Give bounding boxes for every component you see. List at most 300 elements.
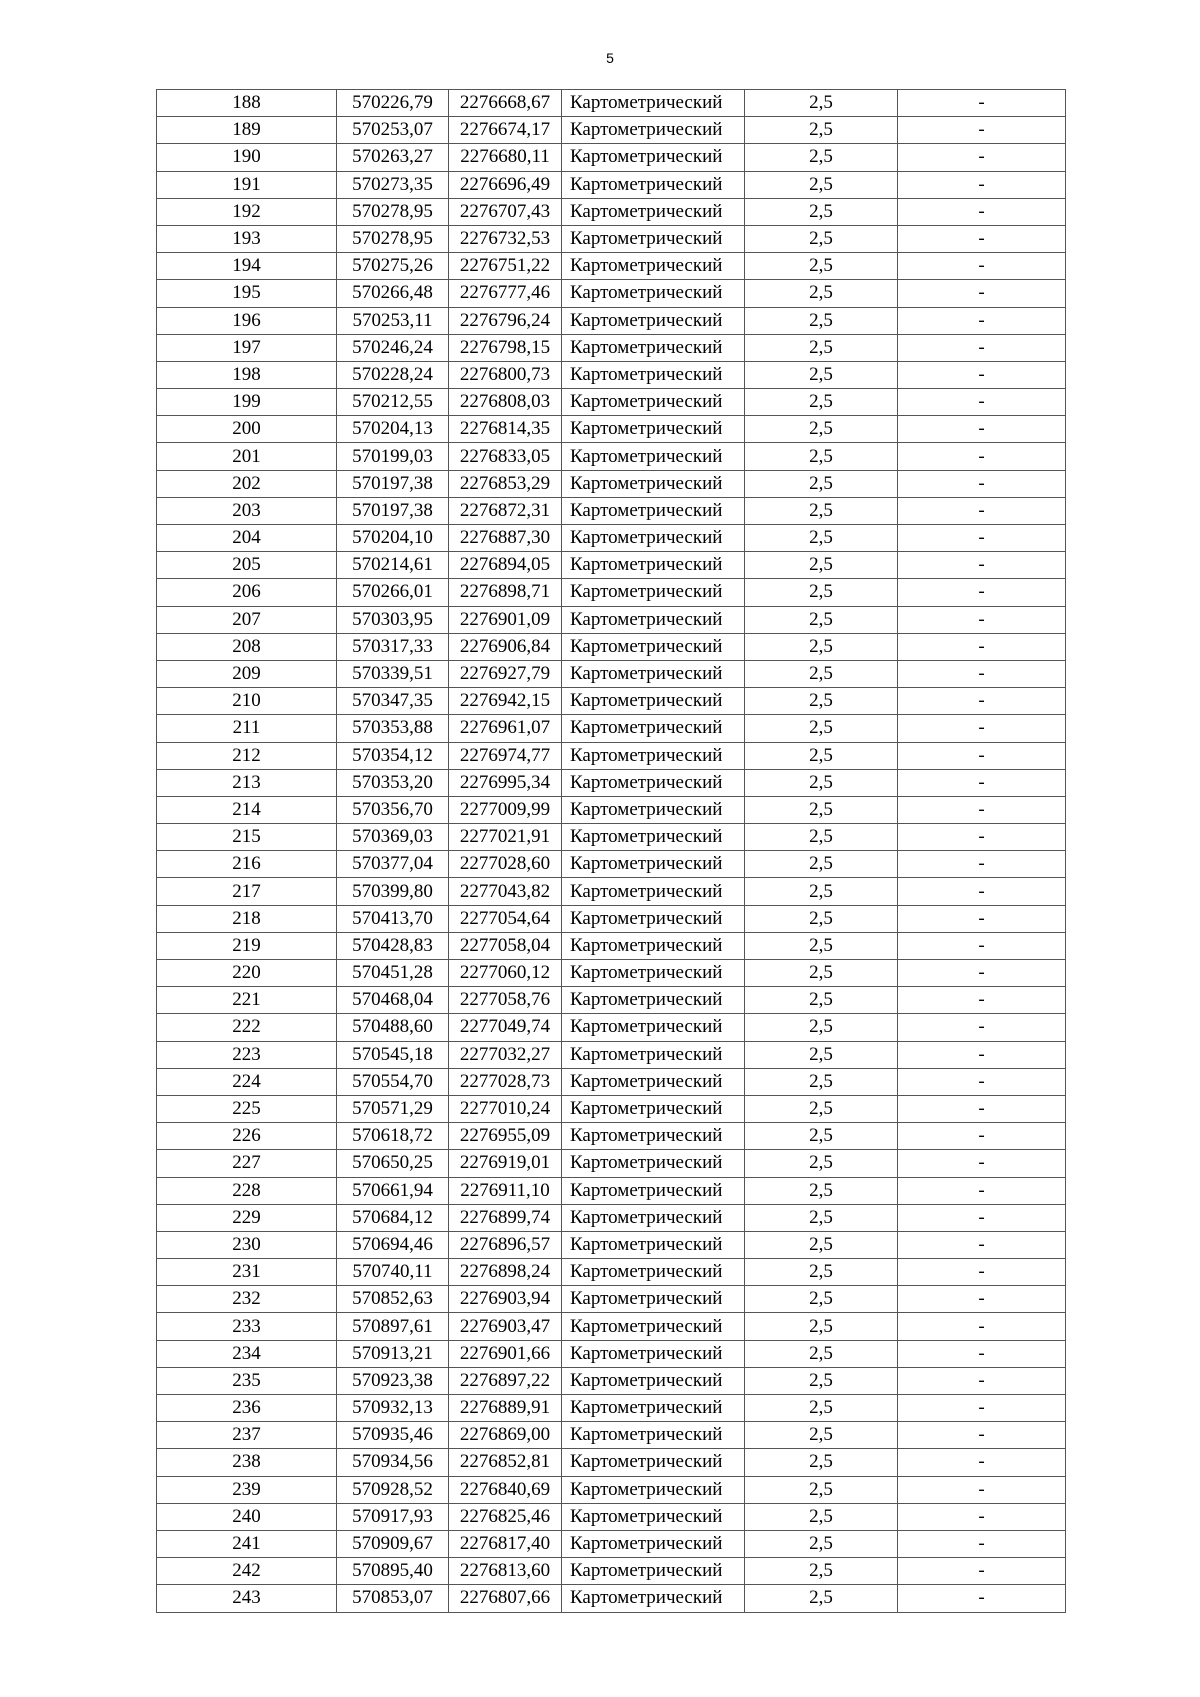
note-cell: - — [898, 987, 1066, 1014]
accuracy-cell: 2,5 — [745, 1259, 898, 1286]
accuracy-cell: 2,5 — [745, 742, 898, 769]
accuracy-cell: 2,5 — [745, 1340, 898, 1367]
point-number-cell: 238 — [157, 1449, 337, 1476]
x-coordinate-cell: 570253,11 — [337, 307, 449, 334]
note-cell: - — [898, 1014, 1066, 1041]
method-cell: Картометрический — [562, 470, 745, 497]
note-cell: - — [898, 715, 1066, 742]
method-cell: Картометрический — [562, 1068, 745, 1095]
table-row — [157, 742, 1066, 769]
table-row — [157, 416, 1066, 443]
method-cell: Картометрический — [562, 1041, 745, 1068]
x-coordinate-cell: 570266,48 — [337, 280, 449, 307]
x-coordinate-cell: 570399,80 — [337, 878, 449, 905]
y-coordinate-cell: 2276807,66 — [449, 1585, 562, 1612]
y-coordinate-cell: 2276869,00 — [449, 1422, 562, 1449]
note-cell: - — [898, 579, 1066, 606]
table-row — [157, 497, 1066, 524]
x-coordinate-cell: 570317,33 — [337, 633, 449, 660]
y-coordinate-cell: 2276800,73 — [449, 361, 562, 388]
point-number-cell: 212 — [157, 742, 337, 769]
x-coordinate-cell: 570197,38 — [337, 497, 449, 524]
method-cell: Картометрический — [562, 1530, 745, 1557]
note-cell: - — [898, 171, 1066, 198]
point-number-cell: 211 — [157, 715, 337, 742]
x-coordinate-cell: 570253,07 — [337, 117, 449, 144]
x-coordinate-cell: 570913,21 — [337, 1340, 449, 1367]
y-coordinate-cell: 2276955,09 — [449, 1123, 562, 1150]
point-number-cell: 240 — [157, 1503, 337, 1530]
point-number-cell: 215 — [157, 824, 337, 851]
note-cell: - — [898, 253, 1066, 280]
accuracy-cell: 2,5 — [745, 1231, 898, 1258]
x-coordinate-cell: 570661,94 — [337, 1177, 449, 1204]
point-number-cell: 190 — [157, 144, 337, 171]
point-number-cell: 208 — [157, 633, 337, 660]
point-number-cell: 189 — [157, 117, 337, 144]
method-cell: Картометрический — [562, 633, 745, 660]
accuracy-cell: 2,5 — [745, 1095, 898, 1122]
accuracy-cell: 2,5 — [745, 198, 898, 225]
accuracy-cell: 2,5 — [745, 1041, 898, 1068]
x-coordinate-cell: 570278,95 — [337, 225, 449, 252]
method-cell: Картометрический — [562, 1231, 745, 1258]
y-coordinate-cell: 2276927,79 — [449, 660, 562, 687]
y-coordinate-cell: 2276796,24 — [449, 307, 562, 334]
accuracy-cell: 2,5 — [745, 851, 898, 878]
note-cell: - — [898, 851, 1066, 878]
note-cell: - — [898, 361, 1066, 388]
x-coordinate-cell: 570228,24 — [337, 361, 449, 388]
note-cell: - — [898, 1476, 1066, 1503]
accuracy-cell: 2,5 — [745, 769, 898, 796]
method-cell: Картометрический — [562, 1503, 745, 1530]
point-number-cell: 241 — [157, 1530, 337, 1557]
point-number-cell: 192 — [157, 198, 337, 225]
y-coordinate-cell: 2276707,43 — [449, 198, 562, 225]
point-number-cell: 188 — [157, 90, 337, 117]
accuracy-cell: 2,5 — [745, 932, 898, 959]
note-cell: - — [898, 416, 1066, 443]
note-cell: - — [898, 932, 1066, 959]
x-coordinate-cell: 570932,13 — [337, 1395, 449, 1422]
method-cell: Картометрический — [562, 715, 745, 742]
x-coordinate-cell: 570923,38 — [337, 1367, 449, 1394]
y-coordinate-cell: 2276901,09 — [449, 606, 562, 633]
x-coordinate-cell: 570347,35 — [337, 688, 449, 715]
y-coordinate-cell: 2276777,46 — [449, 280, 562, 307]
accuracy-cell: 2,5 — [745, 280, 898, 307]
method-cell: Картометрический — [562, 878, 745, 905]
method-cell: Картометрический — [562, 144, 745, 171]
y-coordinate-cell: 2276680,11 — [449, 144, 562, 171]
x-coordinate-cell: 570377,04 — [337, 851, 449, 878]
y-coordinate-cell: 2276696,49 — [449, 171, 562, 198]
accuracy-cell: 2,5 — [745, 824, 898, 851]
method-cell: Картометрический — [562, 1367, 745, 1394]
method-cell: Картометрический — [562, 579, 745, 606]
x-coordinate-cell: 570266,01 — [337, 579, 449, 606]
method-cell: Картометрический — [562, 416, 745, 443]
table-row — [157, 225, 1066, 252]
point-number-cell: 242 — [157, 1558, 337, 1585]
table-row — [157, 1585, 1066, 1612]
point-number-cell: 234 — [157, 1340, 337, 1367]
method-cell: Картометрический — [562, 1395, 745, 1422]
x-coordinate-cell: 570275,26 — [337, 253, 449, 280]
point-number-cell: 193 — [157, 225, 337, 252]
y-coordinate-cell: 2276961,07 — [449, 715, 562, 742]
table-row — [157, 253, 1066, 280]
table-row — [157, 1068, 1066, 1095]
accuracy-cell: 2,5 — [745, 497, 898, 524]
y-coordinate-cell: 2276899,74 — [449, 1204, 562, 1231]
note-cell: - — [898, 90, 1066, 117]
x-coordinate-cell: 570353,88 — [337, 715, 449, 742]
point-number-cell: 203 — [157, 497, 337, 524]
point-number-cell: 218 — [157, 905, 337, 932]
y-coordinate-cell: 2277010,24 — [449, 1095, 562, 1122]
y-coordinate-cell: 2277032,27 — [449, 1041, 562, 1068]
point-number-cell: 228 — [157, 1177, 337, 1204]
y-coordinate-cell: 2276813,60 — [449, 1558, 562, 1585]
note-cell: - — [898, 960, 1066, 987]
table-row — [157, 334, 1066, 361]
table-row — [157, 851, 1066, 878]
y-coordinate-cell: 2276901,66 — [449, 1340, 562, 1367]
coordinates-table-body — [157, 90, 1066, 1613]
x-coordinate-cell: 570468,04 — [337, 987, 449, 1014]
point-number-cell: 224 — [157, 1068, 337, 1095]
y-coordinate-cell: 2276798,15 — [449, 334, 562, 361]
point-number-cell: 243 — [157, 1585, 337, 1612]
table-row — [157, 1340, 1066, 1367]
note-cell: - — [898, 198, 1066, 225]
x-coordinate-cell: 570909,67 — [337, 1530, 449, 1557]
x-coordinate-cell: 570571,29 — [337, 1095, 449, 1122]
method-cell: Картометрический — [562, 1204, 745, 1231]
x-coordinate-cell: 570339,51 — [337, 660, 449, 687]
note-cell: - — [898, 1422, 1066, 1449]
accuracy-cell: 2,5 — [745, 1014, 898, 1041]
method-cell: Картометрический — [562, 1585, 745, 1612]
y-coordinate-cell: 2276751,22 — [449, 253, 562, 280]
note-cell: - — [898, 769, 1066, 796]
table-row — [157, 633, 1066, 660]
method-cell: Картометрический — [562, 987, 745, 1014]
y-coordinate-cell: 2276903,94 — [449, 1286, 562, 1313]
y-coordinate-cell: 2276896,57 — [449, 1231, 562, 1258]
accuracy-cell: 2,5 — [745, 1422, 898, 1449]
point-number-cell: 204 — [157, 525, 337, 552]
y-coordinate-cell: 2276833,05 — [449, 443, 562, 470]
point-number-cell: 235 — [157, 1367, 337, 1394]
table-row — [157, 1476, 1066, 1503]
table-row — [157, 905, 1066, 932]
accuracy-cell: 2,5 — [745, 715, 898, 742]
x-coordinate-cell: 570356,70 — [337, 796, 449, 823]
method-cell: Картометрический — [562, 1177, 745, 1204]
note-cell: - — [898, 334, 1066, 361]
table-row — [157, 660, 1066, 687]
point-number-cell: 213 — [157, 769, 337, 796]
note-cell: - — [898, 307, 1066, 334]
accuracy-cell: 2,5 — [745, 633, 898, 660]
note-cell: - — [898, 633, 1066, 660]
x-coordinate-cell: 570853,07 — [337, 1585, 449, 1612]
y-coordinate-cell: 2277058,04 — [449, 932, 562, 959]
y-coordinate-cell: 2276814,35 — [449, 416, 562, 443]
method-cell: Картометрический — [562, 1476, 745, 1503]
accuracy-cell: 2,5 — [745, 1367, 898, 1394]
note-cell: - — [898, 1530, 1066, 1557]
note-cell: - — [898, 824, 1066, 851]
x-coordinate-cell: 570740,11 — [337, 1259, 449, 1286]
accuracy-cell: 2,5 — [745, 960, 898, 987]
accuracy-cell: 2,5 — [745, 552, 898, 579]
method-cell: Картометрический — [562, 660, 745, 687]
accuracy-cell: 2,5 — [745, 606, 898, 633]
accuracy-cell: 2,5 — [745, 1558, 898, 1585]
y-coordinate-cell: 2276872,31 — [449, 497, 562, 524]
y-coordinate-cell: 2276808,03 — [449, 389, 562, 416]
x-coordinate-cell: 570369,03 — [337, 824, 449, 851]
y-coordinate-cell: 2277028,73 — [449, 1068, 562, 1095]
y-coordinate-cell: 2276903,47 — [449, 1313, 562, 1340]
point-number-cell: 222 — [157, 1014, 337, 1041]
method-cell: Картометрический — [562, 742, 745, 769]
note-cell: - — [898, 225, 1066, 252]
accuracy-cell: 2,5 — [745, 470, 898, 497]
point-number-cell: 216 — [157, 851, 337, 878]
table-row — [157, 960, 1066, 987]
table-row — [157, 1449, 1066, 1476]
x-coordinate-cell: 570303,95 — [337, 606, 449, 633]
note-cell: - — [898, 742, 1066, 769]
method-cell: Картометрический — [562, 1286, 745, 1313]
note-cell: - — [898, 470, 1066, 497]
y-coordinate-cell: 2277021,91 — [449, 824, 562, 851]
point-number-cell: 194 — [157, 253, 337, 280]
table-row — [157, 1422, 1066, 1449]
y-coordinate-cell: 2276732,53 — [449, 225, 562, 252]
note-cell: - — [898, 1503, 1066, 1530]
method-cell: Картометрический — [562, 851, 745, 878]
table-row — [157, 280, 1066, 307]
method-cell: Картометрический — [562, 606, 745, 633]
method-cell: Картометрический — [562, 1313, 745, 1340]
x-coordinate-cell: 570650,25 — [337, 1150, 449, 1177]
x-coordinate-cell: 570199,03 — [337, 443, 449, 470]
accuracy-cell: 2,5 — [745, 416, 898, 443]
point-number-cell: 200 — [157, 416, 337, 443]
note-cell: - — [898, 1068, 1066, 1095]
table-row — [157, 1503, 1066, 1530]
point-number-cell: 217 — [157, 878, 337, 905]
accuracy-cell: 2,5 — [745, 1068, 898, 1095]
y-coordinate-cell: 2276674,17 — [449, 117, 562, 144]
y-coordinate-cell: 2276889,91 — [449, 1395, 562, 1422]
note-cell: - — [898, 688, 1066, 715]
table-row — [157, 171, 1066, 198]
point-number-cell: 237 — [157, 1422, 337, 1449]
y-coordinate-cell: 2277049,74 — [449, 1014, 562, 1041]
x-coordinate-cell: 570226,79 — [337, 90, 449, 117]
accuracy-cell: 2,5 — [745, 796, 898, 823]
note-cell: - — [898, 1259, 1066, 1286]
x-coordinate-cell: 570428,83 — [337, 932, 449, 959]
point-number-cell: 229 — [157, 1204, 337, 1231]
x-coordinate-cell: 570684,12 — [337, 1204, 449, 1231]
point-number-cell: 239 — [157, 1476, 337, 1503]
note-cell: - — [898, 878, 1066, 905]
method-cell: Картометрический — [562, 389, 745, 416]
method-cell: Картометрический — [562, 443, 745, 470]
y-coordinate-cell: 2276906,84 — [449, 633, 562, 660]
method-cell: Картометрический — [562, 796, 745, 823]
x-coordinate-cell: 570895,40 — [337, 1558, 449, 1585]
table-row — [157, 1014, 1066, 1041]
x-coordinate-cell: 570545,18 — [337, 1041, 449, 1068]
x-coordinate-cell: 570214,61 — [337, 552, 449, 579]
table-row — [157, 932, 1066, 959]
x-coordinate-cell: 570554,70 — [337, 1068, 449, 1095]
x-coordinate-cell: 570694,46 — [337, 1231, 449, 1258]
note-cell: - — [898, 1449, 1066, 1476]
note-cell: - — [898, 1041, 1066, 1068]
x-coordinate-cell: 570928,52 — [337, 1476, 449, 1503]
accuracy-cell: 2,5 — [745, 253, 898, 280]
y-coordinate-cell: 2276668,67 — [449, 90, 562, 117]
note-cell: - — [898, 1395, 1066, 1422]
table-row — [157, 117, 1066, 144]
method-cell: Картометрический — [562, 171, 745, 198]
x-coordinate-cell: 570204,13 — [337, 416, 449, 443]
x-coordinate-cell: 570212,55 — [337, 389, 449, 416]
y-coordinate-cell: 2276919,01 — [449, 1150, 562, 1177]
method-cell: Картометрический — [562, 117, 745, 144]
method-cell: Картометрический — [562, 334, 745, 361]
x-coordinate-cell: 570197,38 — [337, 470, 449, 497]
point-number-cell: 221 — [157, 987, 337, 1014]
table-row — [157, 606, 1066, 633]
accuracy-cell: 2,5 — [745, 525, 898, 552]
accuracy-cell: 2,5 — [745, 1313, 898, 1340]
y-coordinate-cell: 2276897,22 — [449, 1367, 562, 1394]
table-row — [157, 1259, 1066, 1286]
note-cell: - — [898, 1340, 1066, 1367]
y-coordinate-cell: 2276911,10 — [449, 1177, 562, 1204]
accuracy-cell: 2,5 — [745, 1286, 898, 1313]
method-cell: Картометрический — [562, 1259, 745, 1286]
accuracy-cell: 2,5 — [745, 987, 898, 1014]
point-number-cell: 207 — [157, 606, 337, 633]
table-row — [157, 1313, 1066, 1340]
y-coordinate-cell: 2276853,29 — [449, 470, 562, 497]
x-coordinate-cell: 570204,10 — [337, 525, 449, 552]
coordinates-table — [156, 89, 1066, 1613]
note-cell: - — [898, 552, 1066, 579]
x-coordinate-cell: 570618,72 — [337, 1123, 449, 1150]
table-row — [157, 1041, 1066, 1068]
point-number-cell: 236 — [157, 1395, 337, 1422]
point-number-cell: 233 — [157, 1313, 337, 1340]
x-coordinate-cell: 570263,27 — [337, 144, 449, 171]
accuracy-cell: 2,5 — [745, 144, 898, 171]
note-cell: - — [898, 144, 1066, 171]
point-number-cell: 206 — [157, 579, 337, 606]
y-coordinate-cell: 2277028,60 — [449, 851, 562, 878]
note-cell: - — [898, 525, 1066, 552]
table-row — [157, 987, 1066, 1014]
point-number-cell: 197 — [157, 334, 337, 361]
y-coordinate-cell: 2276974,77 — [449, 742, 562, 769]
table-row — [157, 579, 1066, 606]
method-cell: Картометрический — [562, 1014, 745, 1041]
x-coordinate-cell: 570935,46 — [337, 1422, 449, 1449]
x-coordinate-cell: 570273,35 — [337, 171, 449, 198]
point-number-cell: 202 — [157, 470, 337, 497]
table-row — [157, 1367, 1066, 1394]
y-coordinate-cell: 2277009,99 — [449, 796, 562, 823]
accuracy-cell: 2,5 — [745, 361, 898, 388]
y-coordinate-cell: 2277060,12 — [449, 960, 562, 987]
accuracy-cell: 2,5 — [745, 225, 898, 252]
table-row — [157, 361, 1066, 388]
table-row — [157, 1231, 1066, 1258]
table-row — [157, 796, 1066, 823]
y-coordinate-cell: 2276852,81 — [449, 1449, 562, 1476]
table-row — [157, 878, 1066, 905]
accuracy-cell: 2,5 — [745, 688, 898, 715]
point-number-cell: 199 — [157, 389, 337, 416]
accuracy-cell: 2,5 — [745, 90, 898, 117]
x-coordinate-cell: 570353,20 — [337, 769, 449, 796]
page-number: 5 — [606, 50, 614, 66]
point-number-cell: 219 — [157, 932, 337, 959]
x-coordinate-cell: 570413,70 — [337, 905, 449, 932]
x-coordinate-cell: 570852,63 — [337, 1286, 449, 1313]
table-row — [157, 144, 1066, 171]
point-number-cell: 201 — [157, 443, 337, 470]
table-row — [157, 525, 1066, 552]
note-cell: - — [898, 796, 1066, 823]
accuracy-cell: 2,5 — [745, 171, 898, 198]
method-cell: Картометрический — [562, 824, 745, 851]
y-coordinate-cell: 2276840,69 — [449, 1476, 562, 1503]
table-row — [157, 1395, 1066, 1422]
note-cell: - — [898, 1286, 1066, 1313]
note-cell: - — [898, 443, 1066, 470]
accuracy-cell: 2,5 — [745, 1449, 898, 1476]
point-number-cell: 210 — [157, 688, 337, 715]
x-coordinate-cell: 570354,12 — [337, 742, 449, 769]
method-cell: Картометрический — [562, 1449, 745, 1476]
note-cell: - — [898, 1150, 1066, 1177]
method-cell: Картометрический — [562, 552, 745, 579]
point-number-cell: 209 — [157, 660, 337, 687]
point-number-cell: 205 — [157, 552, 337, 579]
method-cell: Картометрический — [562, 905, 745, 932]
point-number-cell: 214 — [157, 796, 337, 823]
note-cell: - — [898, 1558, 1066, 1585]
method-cell: Картометрический — [562, 1340, 745, 1367]
table-row — [157, 1095, 1066, 1122]
table-row — [157, 769, 1066, 796]
accuracy-cell: 2,5 — [745, 1395, 898, 1422]
point-number-cell: 195 — [157, 280, 337, 307]
table-row — [157, 1204, 1066, 1231]
